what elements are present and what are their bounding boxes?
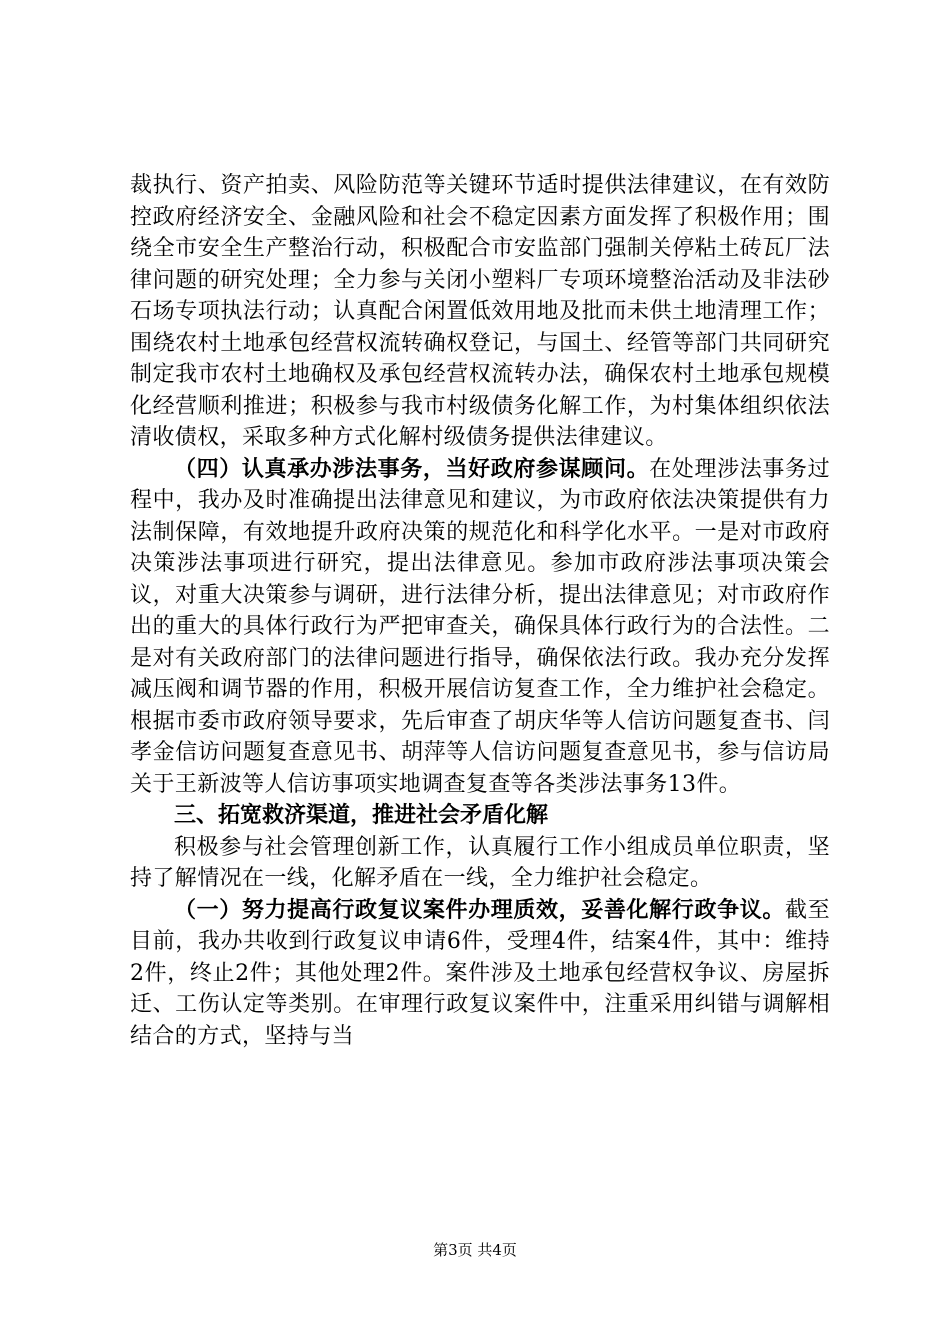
section-heading-3: 三、拓宽救济渠道，推进社会矛盾化解: [174, 802, 549, 828]
paragraph-text: 裁执行、资产拍卖、风险防范等关键环节适时提供法律建议，在有效防控政府经济安全、金融风险和社会不稳定因素方面发挥了积极作用；围绕全市安全生产整治行动，积极配合市安监部门强制关停粘土砖瓦厂法律问题的研究处理；全力参与关闭小塑料厂专项环境整治活动及非法砂石场专项执法行动；认真配合闲置低效用地及批而未供土地清理工作；围绕农村土地承包经营权流转确权登记，与国土、经管等部门共同研究制定我市农村土地确权及承包经营权流转办法，确保农村土地承包规模化经营顺利推进；积极参与我市村级债务化解工作，为村集体组织依法清收债权，采取多种方式化解村级债务提供法律建议。: [130, 173, 830, 450]
document-body: [130, 170, 830, 1052]
subheading-administrative-review: （一）努力提高行政复议案件办理质效，妥善化解行政争议。: [174, 896, 785, 923]
paragraph-text: 在处理涉法事务过程中，我办及时准确提出法律意见和建议，为市政府依法决策提供有力法制保障，有效地提升政府决策的规范化和科学化水平。一是对市政府决策涉法事项进行研究，提出法律意见。参加市政府涉法事项决策会议，对重大决策参与调研，进行法律分析，提出法律意见；对市政府作出的重大的具体行政行为严把审查关，确保具体行政行为的合法性。二是对有关政府部门的法律问题进行指导，确保依法行政。我办充分发挥减压阀和调节器的作用，积极开展信访复查工作，全力维护社会稳定。根据市委市政府领导要求，先后审查了胡庆华等人信访问题复查书、闫孝金信访问题复查意见书、胡萍等人信访问题复查意见书，参与信访局关于王新波等人信访事项实地调查复查等各类涉法事务13件。: [130, 456, 831, 797]
paragraph-continuation: [130, 170, 830, 454]
paragraph-section-intro: [130, 832, 830, 895]
paragraph-text: 截至目前，我办共收到行政复议申请6件，受理4件，结案4件，其中：维持2件，终止2件；其他处理2件。案件涉及土地承包经营权争议、房屋拆迁、工伤认定等类别。在审理行政复议案件中，注重采用纠错与调解相结合的方式，坚持与当: [130, 897, 830, 1049]
subheading-legal-affairs: （四）认真承办涉法事务，当好政府参谋顾问。: [174, 455, 650, 482]
page-number-footer: 第3页 共4页: [433, 1241, 517, 1259]
paragraph-administrative-review: [130, 895, 830, 1053]
paragraph-legal-affairs: [130, 454, 830, 801]
paragraph-text: 积极参与社会管理创新工作，认真履行工作小组成员单位职责，坚持了解情况在一线，化解矛盾在一线，全力维护社会稳定。: [130, 834, 830, 891]
